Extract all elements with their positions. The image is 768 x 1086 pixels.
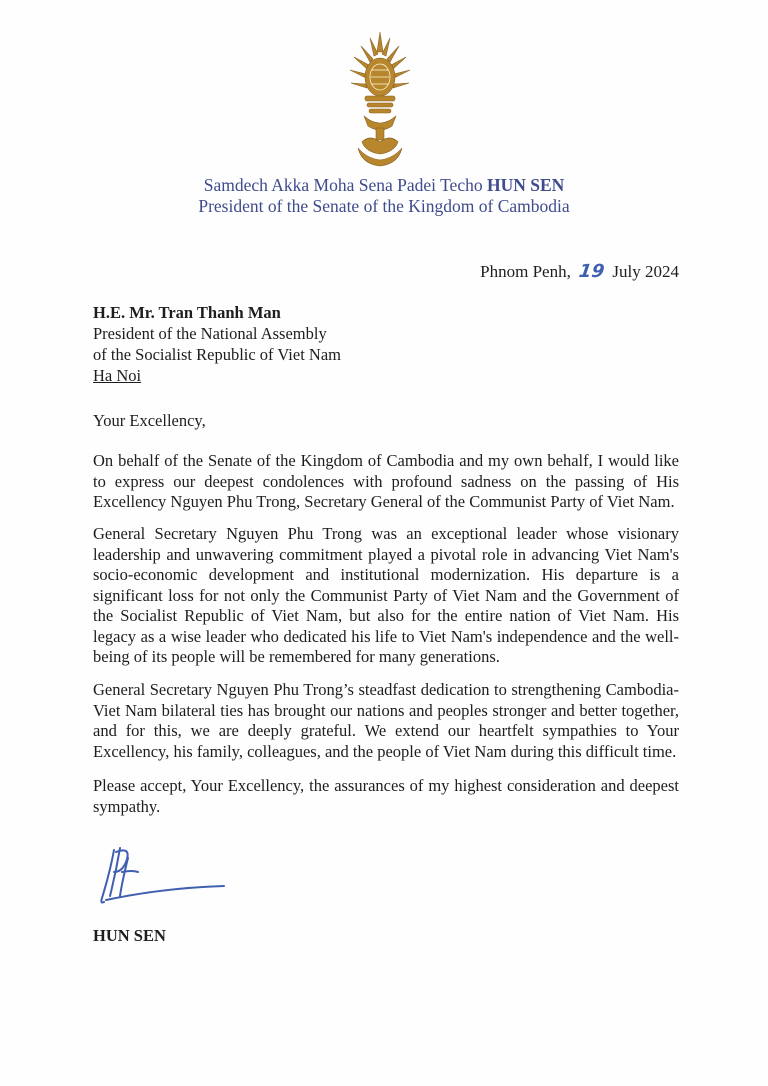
cambodia-senate-emblem (340, 30, 420, 168)
body-paragraph-4: Please accept, Your Excellency, the assurances of my highest consideration and deepest sympathy. (93, 776, 679, 816)
recipient-city: Ha Noi (93, 366, 142, 385)
letterhead-line-2: President of the Senate of the Kingdom of Cambodia (198, 196, 570, 216)
date-month-year: July 2024 (612, 262, 679, 281)
letterhead-name: HUN SEN (486, 175, 565, 195)
recipient-country: of the Socialist Republic of Viet Nam (93, 345, 341, 364)
date-place: Phnom Penh, (480, 262, 571, 281)
salutation: Your Excellency, (93, 411, 206, 430)
recipient-name: H.E. Mr. Tran Thanh Man (93, 303, 281, 322)
recipient-title: President of the National Assembly (93, 324, 327, 343)
letterhead (0, 175, 768, 217)
letterhead-title-prefix: Samdech Akka Moha Sena Padei Techo (203, 175, 483, 195)
body-paragraph-2: General Secretary Nguyen Phu Trong was an exceptional leader whose visionary leadership and unwavering commitment played a pivotal role in advancing Viet Nam's socio-economic development and institutional modernization. His departure is a significant loss for not only the Communist Party of Viet Nam and the Government of the Socialist Republic of Viet Nam, but also for the entire nation of Viet Nam. His legacy as a wise leader who dedicated his life to Viet Nam's independence and the well-being of its people will be remembered for many generations. (93, 524, 679, 666)
date-day-handwritten: 19 (577, 261, 606, 282)
handwritten-signature (92, 842, 232, 912)
body-paragraph-1: On behalf of the Senate of the Kingdom of Cambodia and my own behalf, I would like to express our deepest condolences with profound sadness on the passing of His Excellency Nguyen Phu Trong, Secretary General of the Communist Party of Viet Nam. (93, 451, 679, 511)
date-line (480, 262, 679, 282)
letterhead-line-1 (0, 175, 768, 196)
signer-name: HUN SEN (93, 926, 166, 945)
recipient-block (93, 302, 341, 386)
body-paragraph-3: General Secretary Nguyen Phu Trong’s steadfast dedication to strengthening Cambodia-Viet Nam bilateral ties has brought our nations and peoples stronger and better together, and for this, we are deeply grateful. We extend our heartfelt sympathies to Your Excellency, his family, colleagues, and the people of Viet Nam during this difficult time. (93, 680, 679, 761)
